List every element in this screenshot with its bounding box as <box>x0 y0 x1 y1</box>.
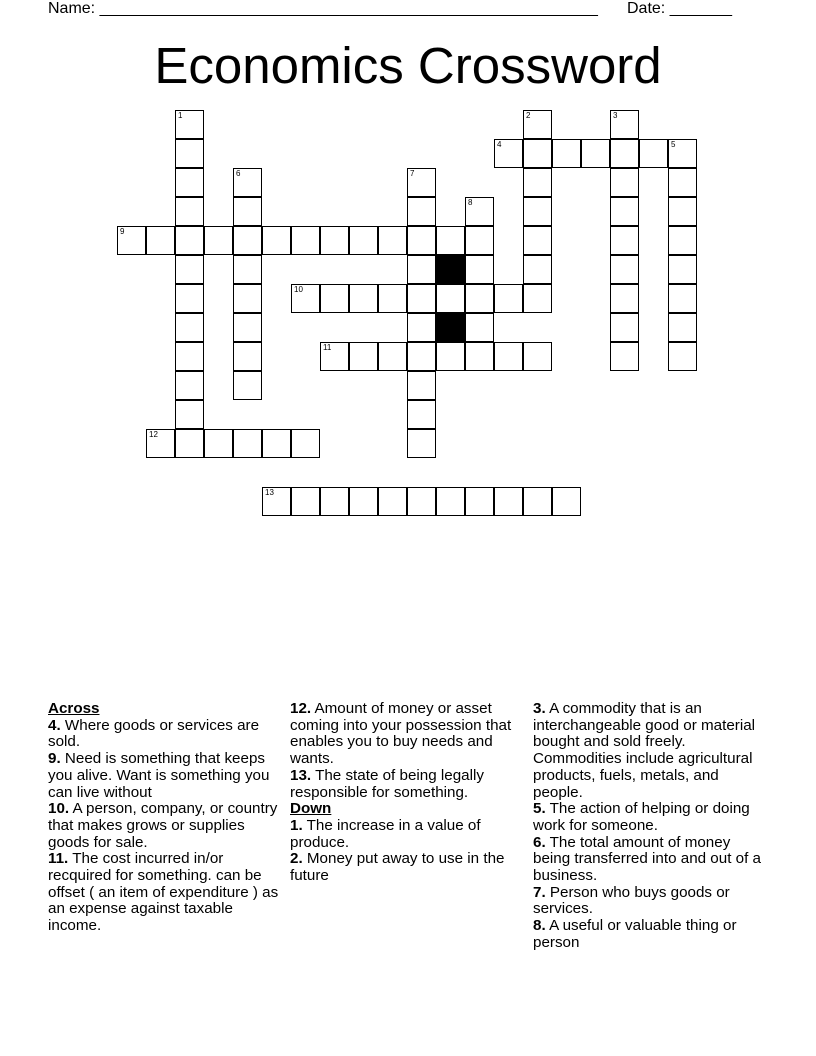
clue-number: 13 <box>265 488 274 497</box>
grid-cell[interactable] <box>610 255 639 284</box>
clue-number: 11 <box>323 343 332 352</box>
date-field: Date: _______ <box>627 0 732 17</box>
grid-cell[interactable] <box>668 342 697 371</box>
grid-cell[interactable] <box>639 139 668 168</box>
grid-cell[interactable] <box>291 429 320 458</box>
grid-cell[interactable] <box>436 342 465 371</box>
clue-down-6: 6. The total amount of money being transferred into and out of a business. <box>533 833 761 885</box>
grid-cell[interactable] <box>668 313 697 342</box>
grid-cell[interactable] <box>117 226 146 255</box>
grid-cell[interactable] <box>610 168 639 197</box>
clue-number: 2 <box>526 111 531 120</box>
clue-number: 8 <box>468 198 473 207</box>
grid-cell[interactable] <box>407 400 436 429</box>
grid-cell[interactable] <box>233 255 262 284</box>
grid-cell[interactable] <box>233 197 262 226</box>
black-cell <box>436 313 465 342</box>
clue-number: 12 <box>149 430 158 439</box>
clue-down-5: 5. The action of helping or doing work for someone. <box>533 800 750 834</box>
grid-cell[interactable] <box>610 284 639 313</box>
grid-cell[interactable] <box>320 284 349 313</box>
grid-cell[interactable] <box>407 197 436 226</box>
grid-cell[interactable] <box>262 429 291 458</box>
grid-cell[interactable] <box>175 342 204 371</box>
grid-cell[interactable] <box>146 226 175 255</box>
grid-cell[interactable] <box>407 226 436 255</box>
clue-column-1 <box>48 701 284 935</box>
grid-cell[interactable] <box>233 342 262 371</box>
grid-cell[interactable] <box>378 342 407 371</box>
clue-across-9: 9. Need is something that keeps you alive. Want is something you can live without <box>48 750 270 801</box>
grid-cell[interactable] <box>233 371 262 400</box>
grid-cell[interactable] <box>465 226 494 255</box>
clue-number: 3 <box>613 111 618 120</box>
grid-cell[interactable] <box>610 342 639 371</box>
grid-cell[interactable] <box>175 429 204 458</box>
grid-cell[interactable] <box>175 371 204 400</box>
grid-cell[interactable] <box>494 139 523 168</box>
name-field: Name: ________________________________________________________ <box>48 0 598 17</box>
grid-cell[interactable] <box>668 197 697 226</box>
grid-cell[interactable] <box>378 284 407 313</box>
grid-cell[interactable] <box>320 487 349 516</box>
grid-cell[interactable] <box>610 226 639 255</box>
clue-number: 7 <box>410 169 415 178</box>
grid-cell[interactable] <box>407 284 436 313</box>
clue-across-11: 11. The cost incurred in/or recquired for something. can be offset ( an item of expenditure ) as an expense against taxable income. <box>48 850 279 935</box>
grid-cell[interactable] <box>407 255 436 284</box>
grid-cell[interactable] <box>378 226 407 255</box>
across-heading: Across <box>48 700 100 717</box>
grid-cell[interactable] <box>465 313 494 342</box>
clue-column-2 <box>290 701 518 885</box>
clue-down-2: 2. Money put away to use in the future <box>290 850 505 885</box>
clue-number: 4 <box>497 140 502 149</box>
grid-cell[interactable] <box>523 284 552 313</box>
grid-cell[interactable] <box>175 226 204 255</box>
clue-column-3 <box>533 701 765 952</box>
grid-cell[interactable] <box>262 487 291 516</box>
clue-down-1: 1. The increase in a value of produce. <box>290 816 481 851</box>
grid-cell[interactable] <box>233 429 262 458</box>
grid-cell[interactable] <box>668 226 697 255</box>
clue-down-7: 7. Person who buys goods or services. <box>533 883 730 918</box>
grid-cell[interactable] <box>523 139 552 168</box>
grid-cell[interactable] <box>465 284 494 313</box>
grid-cell[interactable] <box>175 400 204 429</box>
grid-cell[interactable] <box>320 226 349 255</box>
grid-cell[interactable] <box>523 487 552 516</box>
grid-cell[interactable] <box>494 284 523 313</box>
grid-cell[interactable] <box>552 139 581 168</box>
clue-down-3: 3. A commodity that is an interchangeable good or material bought and sold freely. Commodities include agricultural products, fuels, metals, and people. <box>533 700 756 801</box>
grid-cell[interactable] <box>436 226 465 255</box>
grid-cell[interactable] <box>146 429 175 458</box>
grid-cell[interactable] <box>262 226 291 255</box>
grid-cell[interactable] <box>610 197 639 226</box>
grid-cell[interactable] <box>465 197 494 226</box>
clue-number: 6 <box>236 169 241 178</box>
grid-cell[interactable] <box>175 110 204 139</box>
grid-cell[interactable] <box>175 139 204 168</box>
grid-cell[interactable] <box>581 139 610 168</box>
grid-cell[interactable] <box>320 342 349 371</box>
page-title: Economics Crossword <box>154 37 662 94</box>
grid-cell[interactable] <box>233 284 262 313</box>
grid-cell[interactable] <box>494 342 523 371</box>
grid-cell[interactable] <box>523 110 552 139</box>
grid-cell[interactable] <box>407 487 436 516</box>
grid-cell[interactable] <box>552 487 581 516</box>
grid-cell[interactable] <box>175 197 204 226</box>
grid-cell[interactable] <box>523 255 552 284</box>
grid-cell[interactable] <box>407 371 436 400</box>
grid-cell[interactable] <box>349 284 378 313</box>
grid-cell[interactable] <box>233 226 262 255</box>
clue-across-10: 10. A person, company, or country that makes grows or supplies goods for sale. <box>48 800 278 851</box>
clue-across-12: 12. Amount of money or asset coming into your possession that enables you to buy needs and wants. <box>290 700 512 768</box>
grid-cell[interactable] <box>407 342 436 371</box>
grid-cell[interactable] <box>349 342 378 371</box>
grid-cell[interactable] <box>610 313 639 342</box>
grid-cell[interactable] <box>291 226 320 255</box>
grid-cell[interactable] <box>465 342 494 371</box>
grid-cell[interactable] <box>523 226 552 255</box>
grid-cell[interactable] <box>407 313 436 342</box>
grid-cell[interactable] <box>378 487 407 516</box>
grid-cell[interactable] <box>610 139 639 168</box>
grid-cell[interactable] <box>407 168 436 197</box>
grid-cell[interactable] <box>668 284 697 313</box>
grid-cell[interactable] <box>465 255 494 284</box>
grid-cell[interactable] <box>175 255 204 284</box>
clue-number: 5 <box>671 140 676 149</box>
grid-cell[interactable] <box>291 284 320 313</box>
grid-cell[interactable] <box>175 284 204 313</box>
grid-cell[interactable] <box>523 197 552 226</box>
grid-cell[interactable] <box>494 487 523 516</box>
grid-cell[interactable] <box>523 342 552 371</box>
grid-cell[interactable] <box>349 226 378 255</box>
grid-cell[interactable] <box>610 110 639 139</box>
grid-cell[interactable] <box>668 255 697 284</box>
grid-cell[interactable] <box>233 313 262 342</box>
down-heading: Down <box>290 800 332 818</box>
grid-cell[interactable] <box>436 284 465 313</box>
clue-across-13: 13. The state of being legally responsible for something. <box>290 766 484 801</box>
grid-cell[interactable] <box>668 168 697 197</box>
grid-cell[interactable] <box>407 429 436 458</box>
grid-cell[interactable] <box>523 168 552 197</box>
grid-cell[interactable] <box>204 226 233 255</box>
grid-cell[interactable] <box>175 168 204 197</box>
grid-cell[interactable] <box>233 168 262 197</box>
grid-cell[interactable] <box>436 487 465 516</box>
grid-cell[interactable] <box>291 487 320 516</box>
grid-cell[interactable] <box>465 487 494 516</box>
clue-across-4: 4. Where goods or services are sold. <box>48 716 260 751</box>
grid-cell[interactable] <box>668 139 697 168</box>
grid-cell[interactable] <box>349 487 378 516</box>
clue-down-8: 8. A useful or valuable thing or person <box>533 917 737 951</box>
grid-cell[interactable] <box>204 429 233 458</box>
clue-number: 9 <box>120 227 125 236</box>
grid-cell[interactable] <box>175 313 204 342</box>
clue-number: 1 <box>178 111 183 120</box>
black-cell <box>436 255 465 284</box>
clue-number: 10 <box>294 285 303 294</box>
